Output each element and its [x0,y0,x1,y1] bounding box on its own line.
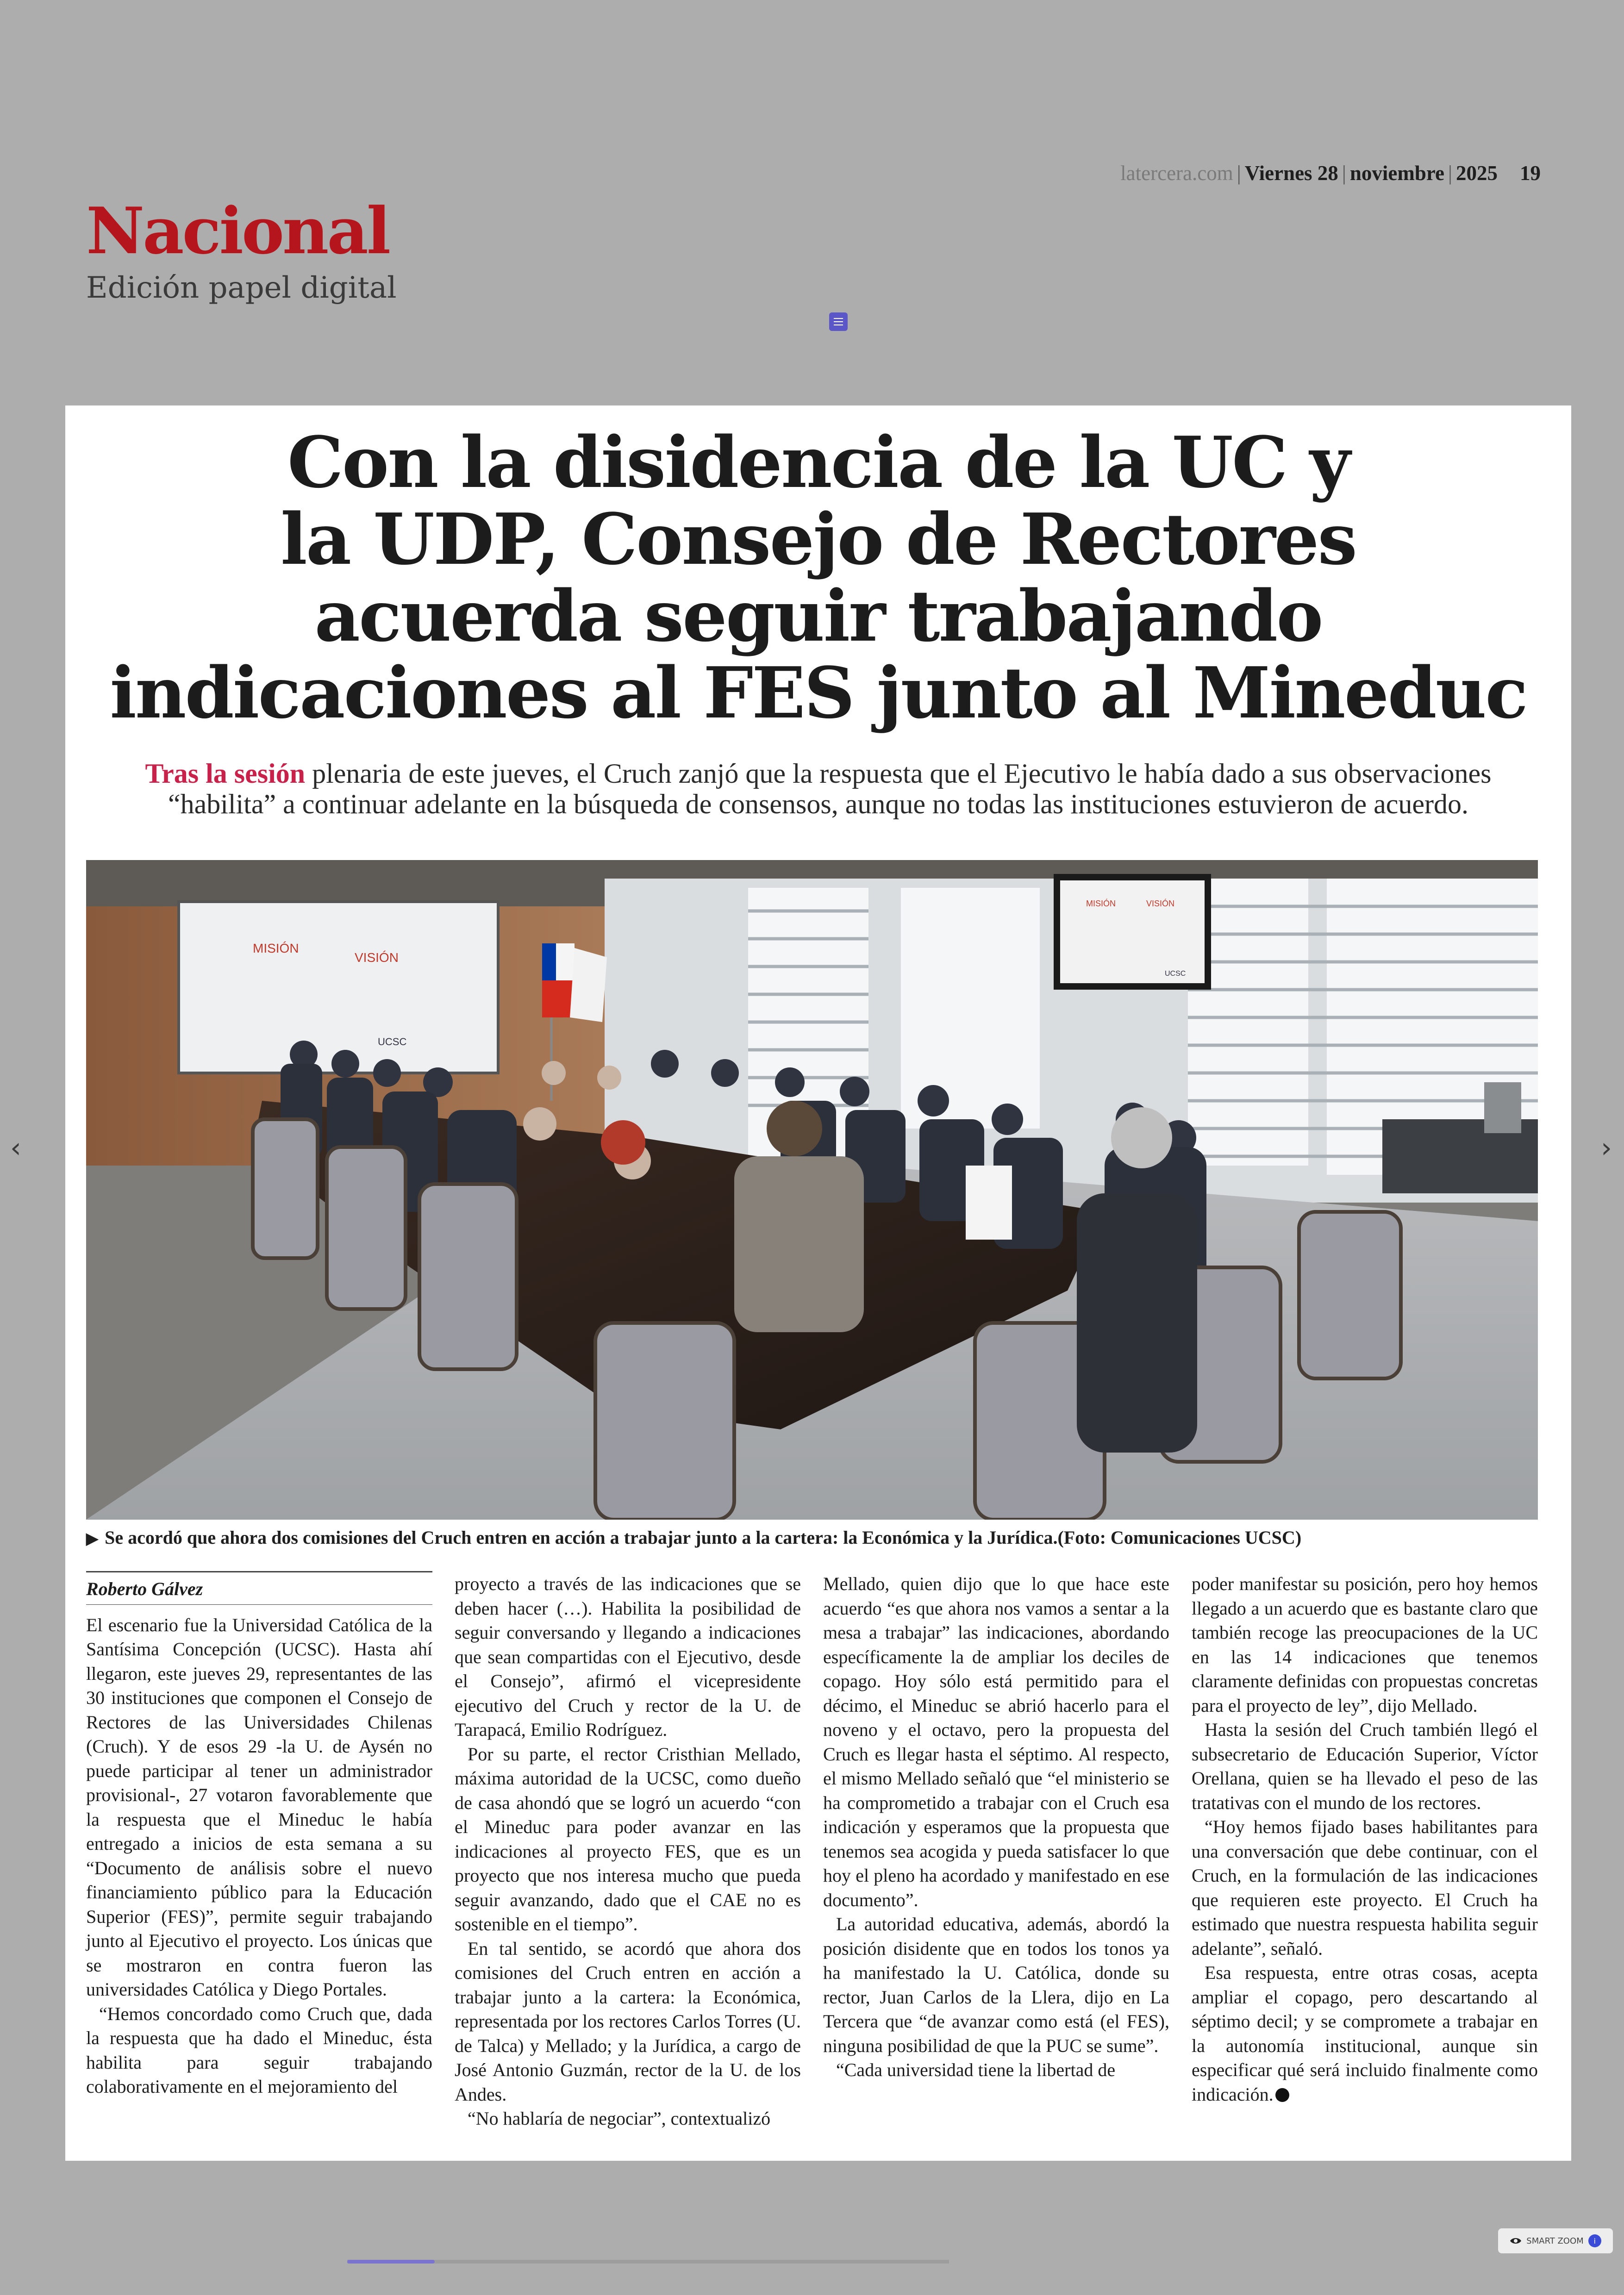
info-icon: i [1588,2234,1601,2247]
article-photo [86,860,1538,1520]
paragraph-text: Esa respuesta, entre otras cosas, acepta ampliar el copago, pero descartando al séptimo decil; y se compromete a trabajar en la autonomía institucional, aunque sin especificar qué será incluido finalmente como indicación. [1192,1962,1538,2105]
hamburger-icon [834,321,843,322]
screen-left-subtitle: VISIÓN [355,950,399,965]
headline-line: acuerda seguir trabajando [314,574,1322,657]
separator: | [1342,162,1346,185]
paragraph: proyecto a través de las indicaciones que se deben hacer (…). Habilita la posibilidad de seguir conversando y llegando a indicaciones que sean compartidas con el Ejecutivo, desde el Consejo”, afirmó el vicepresidente ejecutivo del Cruch y rector de la U. de Tarapacá, Emilio Rodríguez. [455,1573,801,1740]
paragraph: poder manifestar su posición, pero hoy hemos llegado a un acuerdo que es bastante claro que también recoge las preocupaciones de la UC en las 14 indicaciones que tenemos claramente definidas con propuestas concretas para el proyecto de ley”, dijo Mellado. [1192,1573,1538,1716]
headline-line: Con la disidencia de la UC y [287,421,1349,504]
screen-right-title-2: VISIÓN [1146,899,1175,908]
page-number: 19 [1520,162,1541,185]
edition-label: Edición papel digital [86,271,397,305]
paragraph: “Hoy hemos fijado bases habilitantes para una conversación que debe continuar, con el Cruch, en la formulación de las indicaciones que requieren este proyecto. El Cruch ha estimado que nuestra respuesta habilita seguir adelante”, señaló. [1192,1816,1538,1959]
article-page [65,405,1571,2161]
headline-line: indicaciones al FES junto al Mineduc [110,651,1527,734]
page-progress-bar[interactable] [347,2260,949,2264]
screen-right-brand: UCSC [1165,970,1186,978]
screen-left-title: MISIÓN [253,941,299,955]
chevron-left-icon: ‹ [10,1132,21,1164]
paragraph: La autoridad educativa, además, abordó la posición disidente que en todos los tonos ya ha manifestado la U. Católica, donde su rector, Juan Carlos de la Llera, dijo en La Tercera que “de avanzar como está (el FES), ninguna posibilidad de que la PUC se sume”. [823,1914,1169,2056]
caption-text: Se acordó que ahora dos comisiones del Cruch entren en acción a trabajar junto a la cartera: la Económica y la Jurídica.(Foto: Comunicaciones UCSC) [105,1527,1302,1548]
paragraph: En tal sentido, se acordó que ahora dos comisiones del Cruch entren en acción a trabajar junto a la cartera: la Económica, representada por los rectores Carlos Torres (U. de Talca) y Mellado; y la Jurídica, a cargo de José Antonio Guzmán, rector de la U. de los Andes. [455,1938,801,2105]
section-title: Nacional [86,193,389,268]
article-column-4 [1192,1572,1538,2107]
menu-button[interactable] [829,312,848,331]
smart-zoom-label: SMART ZOOM [1526,2236,1584,2246]
meeting-photo-illustration [86,860,1538,1520]
eye-icon [1510,2237,1522,2245]
paragraph: “No hablaría de negociar”, contextualizó [468,2108,771,2129]
dek-lead: Tras la sesión [145,758,306,789]
paragraph: Mellado, quien dijo que lo que hace este acuerdo “es que ahora nos vamos a sentar a la mesa a trabajar” las indicaciones, abordando específicamente la de ampliar los deciles de copago. Hoy sólo está permitido para el décimo, el Mineduc se abrió hacerlo para el noveno y el octavo, pero la propuesta del Cruch es llegar hasta el séptimo. Al respecto, el mismo Mellado señaló que “el ministerio se ha comprometido a trabajar con el Cruch esa indicación y esperamos que la propuesta que tenemos sea acogida y pueda satisfacer lo que hoy el pleno ha acordado y manifestado en ese documento”. [823,1573,1169,1910]
headline-line: la UDP, Consejo de Rectores [281,498,1356,580]
byline: Roberto Gálvez [86,1571,432,1605]
dek [107,758,1530,819]
end-mark-icon [1275,2088,1289,2102]
photo-caption [86,1527,1549,1548]
article-column-1 [86,1571,432,2099]
date-year: 2025 [1456,162,1498,185]
page-progress-fill [347,2260,435,2264]
separator: | [1448,162,1452,185]
site-name: latercera.com [1120,162,1233,185]
paragraph: “Hemos concordado como Cruch que, dada la respuesta que ha dado el Mineduc, ésta habilita para seguir trabajando colaborativamente en el mejoramiento del [86,2003,432,2097]
paragraph [1192,1961,1538,2107]
article-column-3 [823,1572,1169,2083]
dek-text: plenaria de este jueves, el Cruch zanjó que la respuesta que el Ejecutivo le había dado a sus observaciones “habilita” a continuar adelante en la búsqueda de consensos, aunque no todas las instituciones estuvieron de acuerdo. [168,758,1492,819]
edition-header [0,0,1624,407]
chevron-right-icon: › [1601,1132,1612,1164]
caption-triangle-icon: ▶ [86,1530,99,1547]
previous-page-button[interactable] [2,1129,30,1166]
screen-right-title-1: MISIÓN [1086,899,1116,908]
dateline [1120,161,1541,185]
date-month: noviembre [1349,162,1444,185]
headline [65,421,1571,734]
paragraph: “Cada universidad tiene la libertad de [836,2059,1116,2080]
separator: | [1237,162,1241,185]
screen-left-brand: UCSC [378,1036,407,1048]
paragraph: Hasta la sesión del Cruch también llegó el subsecretario de Educación Superior, Víctor Orellana, quien se ha llevado el peso de las tratativas con el mundo de los rectores. [1192,1719,1538,1813]
article-column-2 [455,1572,801,2131]
paragraph: El escenario fue la Universidad Católica de la Santísima Concepción (UCSC). Hasta ahí llegaron, este jueves 29, representantes de las 30 instituciones que componen el Consejo de Rectores de las Universidades Chilenas (Cruch). Y de esos 29 -la U. de Aysén no puede participar al tener un administrador provisional-, 27 votaron favorablemente que la respuesta que el Mineduc le había entregado a inicios de esta semana a su “Documento de análisis sobre el nuevo financiamiento público para la Educación Superior (FES)”, permite seguir trabajando junto al Ejecutivo el proyecto. Los únicas que se mostraron en contra fueron las universidades Católica y Diego Portales. [86,1614,432,2000]
date-weekday: Viernes 28 [1244,162,1338,185]
smart-zoom-button[interactable] [1498,2228,1613,2253]
next-page-button[interactable] [1593,1129,1620,1166]
paragraph: Por su parte, el rector Cristhian Mellado, máxima autoridad de la UCSC, como dueño de casa ahondó que se logró un acuerdo “con el Mineduc para poder avanzar en las indicaciones al proyecto FES, que es un proyecto que nos interesa mucho que pueda seguir avanzando, dado que el CAE no es sostenible en el tiempo”. [455,1743,801,1934]
